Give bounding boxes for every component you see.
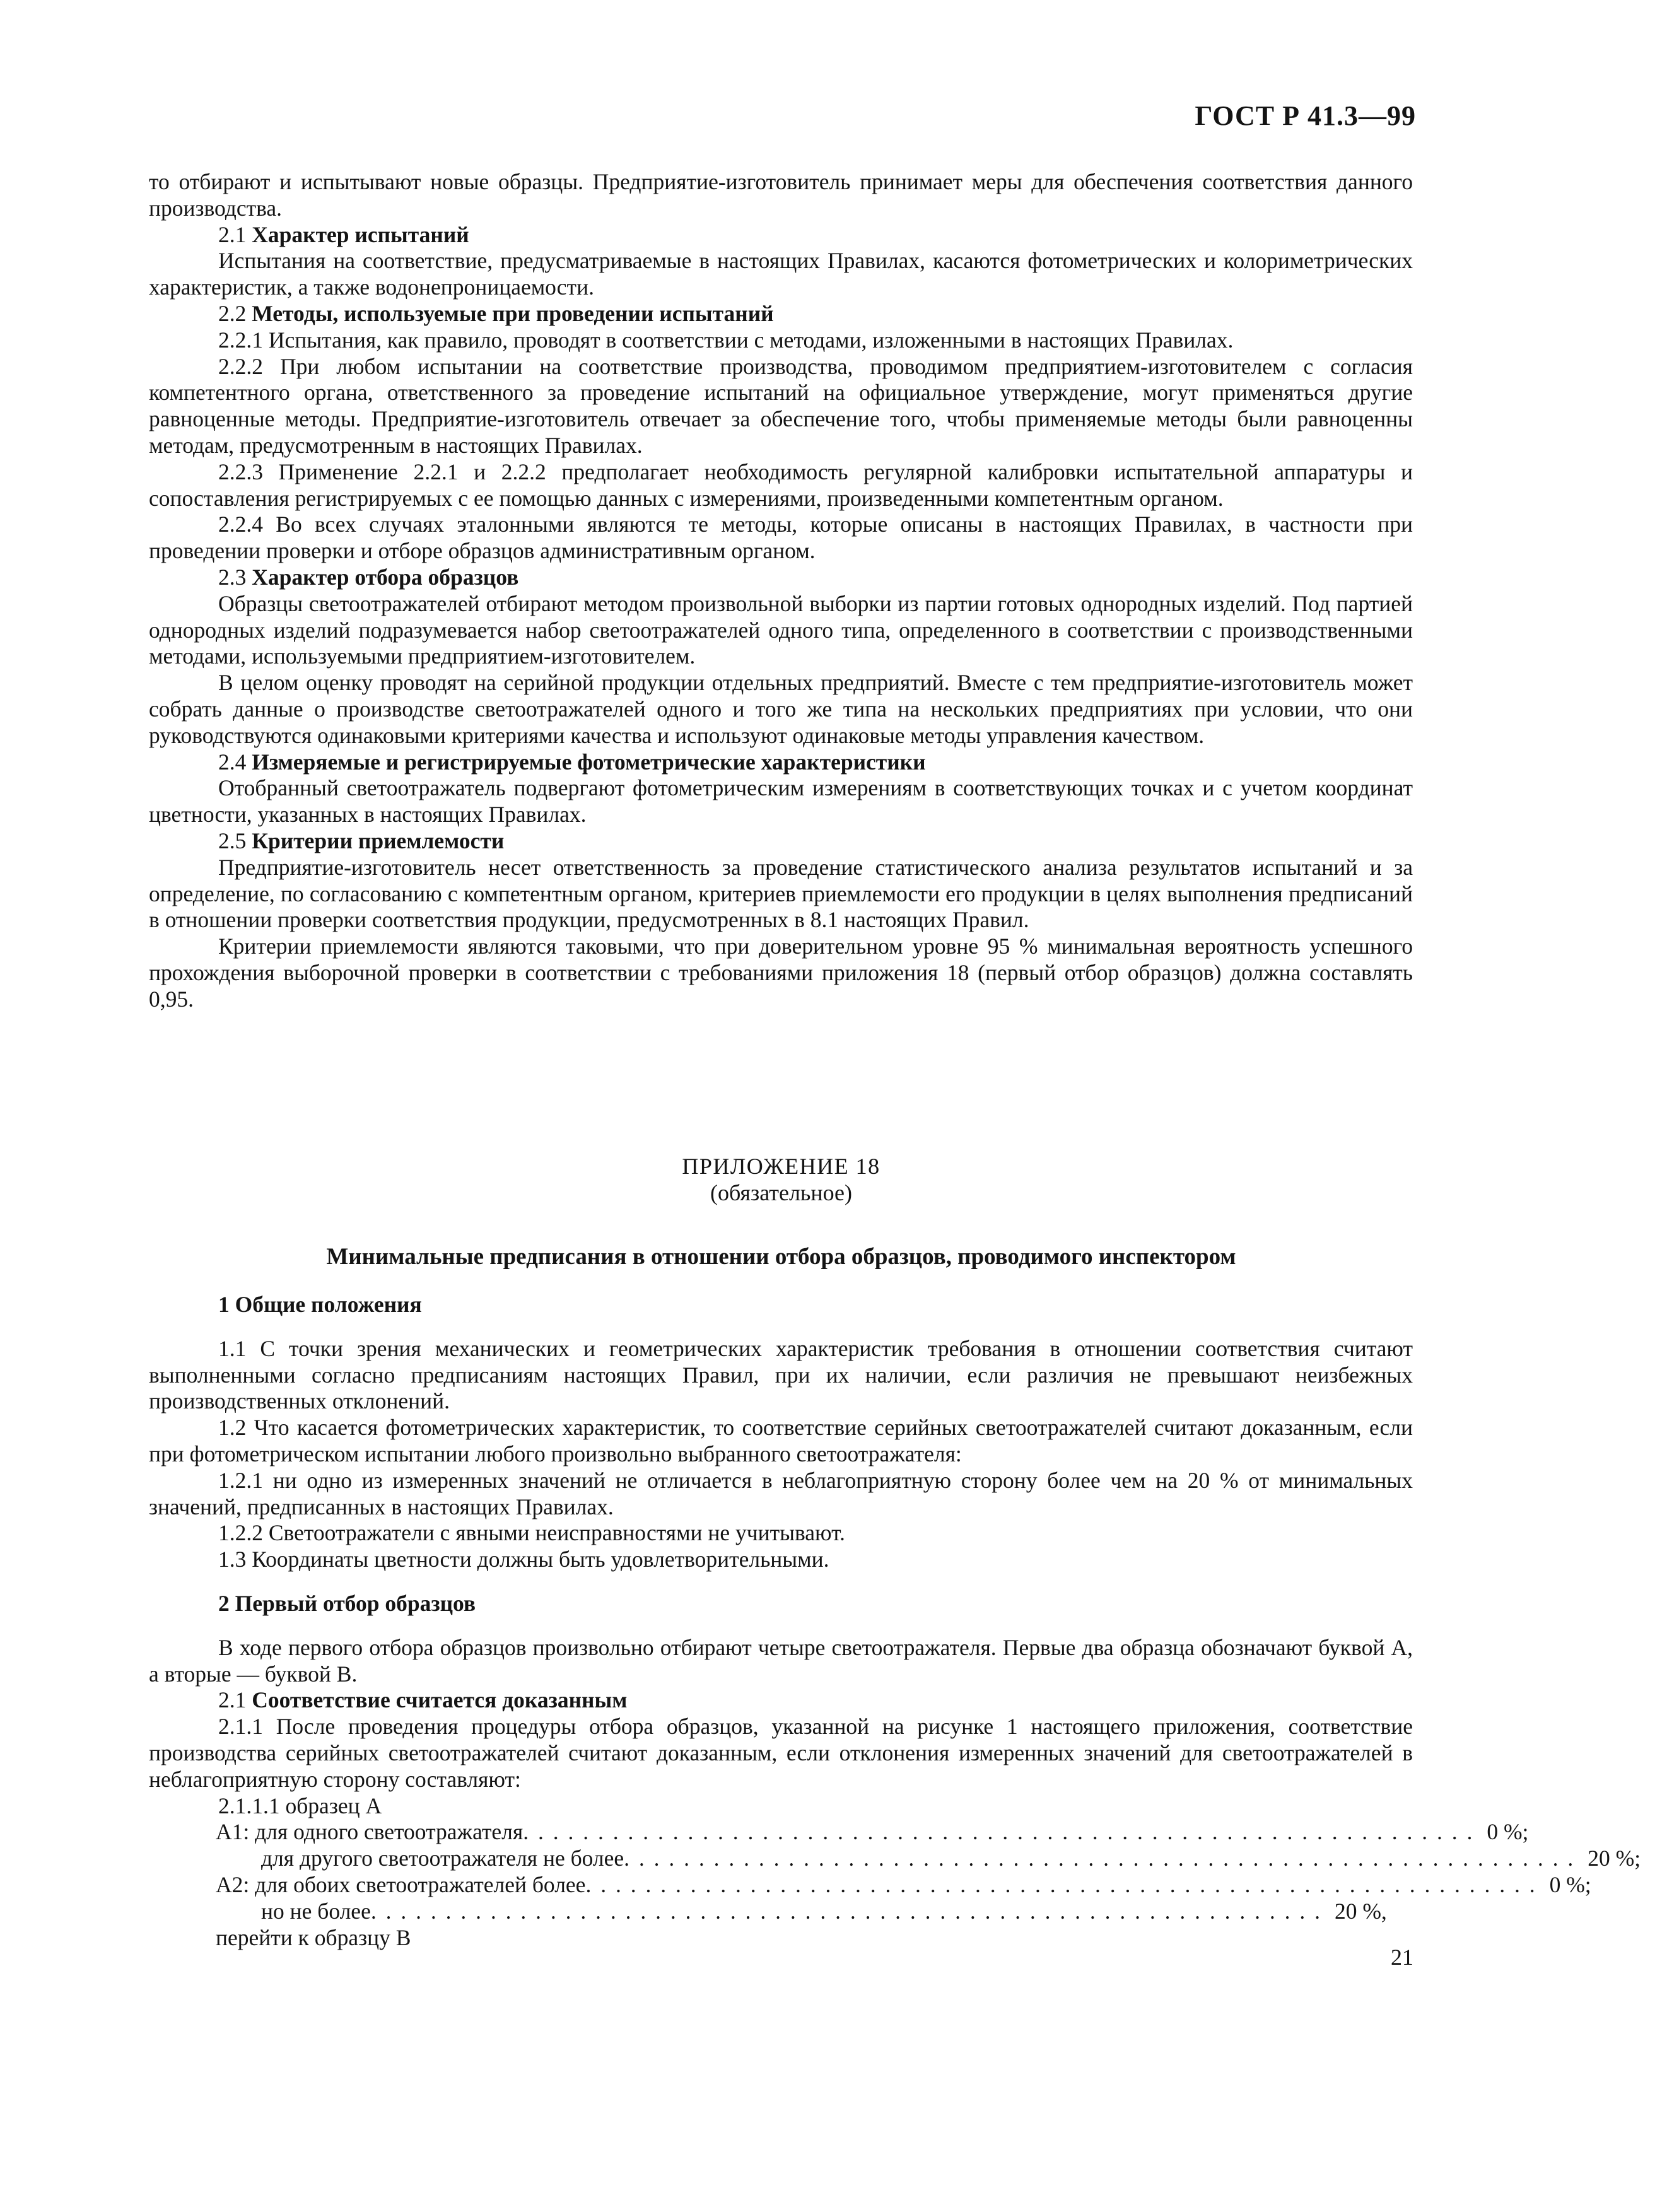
paragraph: 2.2.3 Применение 2.2.1 и 2.2.2 предполагает необходимость регулярной калибровки испытательной аппаратуры и сопоставления регистрируемых с ее помощью данных с измерениями, произведенными компетентным органом.	[149, 459, 1413, 511]
section-heading	[149, 222, 1413, 249]
paragraph-1-2: 1.2 Что касается фотометрических характеристик, то соответствие серийных светоотражателей считают доказанным, если при фотометрическом испытании любого произвольно выбранного светоотражателя:	[149, 1415, 1413, 1466]
section-2-intro: В ходе первого отбора образцов произвольно отбирают четыре светоотражателя. Первые два образца обозначают буквой А, а вторые — буквой В.	[149, 1634, 1413, 1687]
subsection-2-1-number: 2.1	[218, 1687, 252, 1713]
leader-dots: . . . . . . . . . . . . . . . . . . . . . . . . . . . . . . . . . . . . . . . . . . . . . . . . . . . . . . . . . . . . . . . .	[585, 1871, 1537, 1897]
paragraph: 2.2.2 При любом испытании на соответствие производства, проводимом предприятием-изготовителем с согласия компетентного органа, ответственного за проведение испытаний на официальное утверждение, могут применяться другие равноценные методы. Предприятие-изготовитель отвечает за обеспечение того, чтобы применяемые методы были равноценны методам, предусмотренным в настоящих Правилах.	[149, 353, 1413, 458]
subsection-2-1-title: Соответствие считается доказанным	[252, 1687, 628, 1713]
section-heading	[149, 828, 1413, 855]
appendix-heading: Минимальные предписания в отношении отбора образцов, проводимого инспектором	[326, 1244, 1236, 1270]
paragraph-1-2-1: 1.2.1 ни одно из измеренных значений не отличается в неблагоприятную сторону более чем на 20 % от минимальных значений, предписанных в настоящих Правилах.	[149, 1467, 1413, 1519]
criteria-label: А1: для одного светоотражателя	[216, 1819, 524, 1845]
paragraph: Предприятие-изготовитель несет ответственность за проведение статистического анализа результатов испытаний и за определение, по согласованию с компетентным органом, критериев приемлемости его продукции в целях выполнения предписаний в отношении проверки соответствия продукции, предусмотренных в 8.1 настоящих Правил.	[149, 854, 1413, 933]
section-heading	[149, 301, 1413, 327]
paragraph: 2.2.1 Испытания, как правило, проводят в соответствии с методами, изложенными в настоящих Правилах.	[218, 327, 1234, 353]
appendix-title: ПРИЛОЖЕНИЕ 18	[682, 1154, 880, 1179]
paragraph-2-1-1: 2.1.1 После проведения процедуры отбора образцов, указанной на рисунке 1 настоящего приложения, соответствие производства серийных светоотражателей считают доказанным, если отклонения измеренных значений для светоотражателей в неблагоприятную сторону составляют:	[149, 1714, 1413, 1792]
criteria-value: 20 %,	[1334, 1898, 1387, 1924]
paragraph-1-1: 1.1 С точки зрения механических и геометрических характеристик требования в отношении соответствия считают выполненными согласно предписаниям настоящих Правил, при их наличии, если различия не превышают неизбежных производственных отклонений.	[149, 1335, 1413, 1414]
criteria-value: 20 %;	[1588, 1846, 1641, 1871]
paragraph: Критерии приемлемости являются таковыми, что при доверительном уровне 95 % минимальная вероятность успешного прохождения выборочной проверки в соответствии с требованиями приложения 18 (первый отбор образцов) должна составлять 0,95.	[149, 933, 1413, 1012]
leader-dots: . . . . . . . . . . . . . . . . . . . . . . . . . . . . . . . . . . . . . . . . . . . . . . . . . . . . . . . . . . . . . . . .	[523, 1819, 1475, 1845]
section-number: 2.1	[218, 221, 252, 247]
paragraph-1-2-2: 1.2.2 Светоотражатели с явными неисправностями не учитывают.	[218, 1520, 845, 1546]
section-number: 2.3	[218, 564, 252, 590]
goto-sample-b: перейти к образцу В	[216, 1924, 411, 1950]
paragraph: В целом оценку проводят на серийной продукции отдельных предприятий. Вместе с тем предприятие-изготовитель может собрать данные о производстве светоотражателей одного и того же типа на нескольких предприятиях при условии, что они руководствуются одинаковыми критериями качества и используют одинаковые методы управления качеством.	[149, 670, 1413, 748]
criteria-label: А2: для обоих светоотражателей более	[216, 1871, 586, 1897]
section-title: Измеряемые и регистрируемые фотометрические характеристики	[252, 749, 926, 775]
section-number: 2.2	[218, 300, 252, 326]
document-code: ГОСТ Р 41.3—99	[1195, 100, 1416, 131]
criteria-row	[216, 1819, 1529, 1846]
appendix-body	[149, 1292, 1641, 1951]
paragraph: то отбирают и испытывают новые образцы. Предприятие-изготовитель принимает меры для обеспечения соответствия данного производства.	[149, 169, 1413, 221]
criteria-value: 0 %;	[1549, 1871, 1591, 1897]
section-title: Методы, используемые при проведении испытаний	[252, 300, 774, 326]
section-2-heading: 2 Первый отбор образцов	[218, 1590, 476, 1616]
main-text	[149, 169, 1413, 1013]
leader-dots: . . . . . . . . . . . . . . . . . . . . . . . . . . . . . . . . . . . . . . . . . . . . . . . . . . . . . . . . . . . . . . . .	[624, 1846, 1576, 1871]
section-1-heading: 1 Общие положения	[218, 1292, 422, 1317]
section-number: 2.5	[218, 828, 252, 853]
section-number: 2.4	[218, 749, 252, 775]
paragraph: 2.2.4 Во всех случаях эталонными являются те методы, которые описаны в настоящих Правилах, в частности при проведении проверки и отборе образцов административным органом.	[149, 512, 1413, 564]
criteria-row	[216, 1846, 1641, 1872]
leader-dots: . . . . . . . . . . . . . . . . . . . . . . . . . . . . . . . . . . . . . . . . . . . . . . . . . . . . . . . . . . . . . . . .	[370, 1898, 1322, 1924]
paragraph: Отобранный светоотражатель подвергают фотометрическим измерениям в соответствующих точках и с учетом координат цветности, указанных в настоящих Правилах.	[149, 775, 1413, 828]
appendix-subtitle: (обязательное)	[710, 1180, 852, 1205]
paragraph: Испытания на соответствие, предусматриваемые в настоящих Правилах, касаются фотометрических и колориметрических характеристик, а также водонепроницаемости.	[149, 248, 1413, 300]
section-heading	[149, 749, 1413, 776]
criteria-label: но не более	[261, 1898, 371, 1924]
page-number: 21	[1391, 1945, 1413, 1970]
criteria-row	[216, 1898, 1387, 1925]
section-heading	[149, 565, 1413, 591]
section-title: Характер отбора образцов	[252, 564, 519, 590]
criteria-row	[216, 1871, 1591, 1899]
subsection-2-1	[149, 1687, 1413, 1714]
paragraph-2-1-1-1: 2.1.1.1 образец А	[218, 1793, 382, 1818]
paragraph: Образцы светоотражателей отбирают методом произвольной выборки из партии готовых однородных изделий. Под партией однородных изделий подразумевается набор светоотражателей одного типа, определенного в соответствии с производственными методами, используемыми предприятием-изготовителем.	[149, 590, 1413, 669]
criteria-list	[216, 1819, 1641, 1924]
section-title: Характер испытаний	[252, 221, 469, 247]
section-title: Критерии приемлемости	[252, 828, 505, 853]
criteria-value: 0 %;	[1487, 1819, 1529, 1845]
paragraph-1-3: 1.3 Координаты цветности должны быть удовлетворительными.	[218, 1547, 829, 1572]
criteria-label: для другого светоотражателя не более	[261, 1846, 624, 1871]
